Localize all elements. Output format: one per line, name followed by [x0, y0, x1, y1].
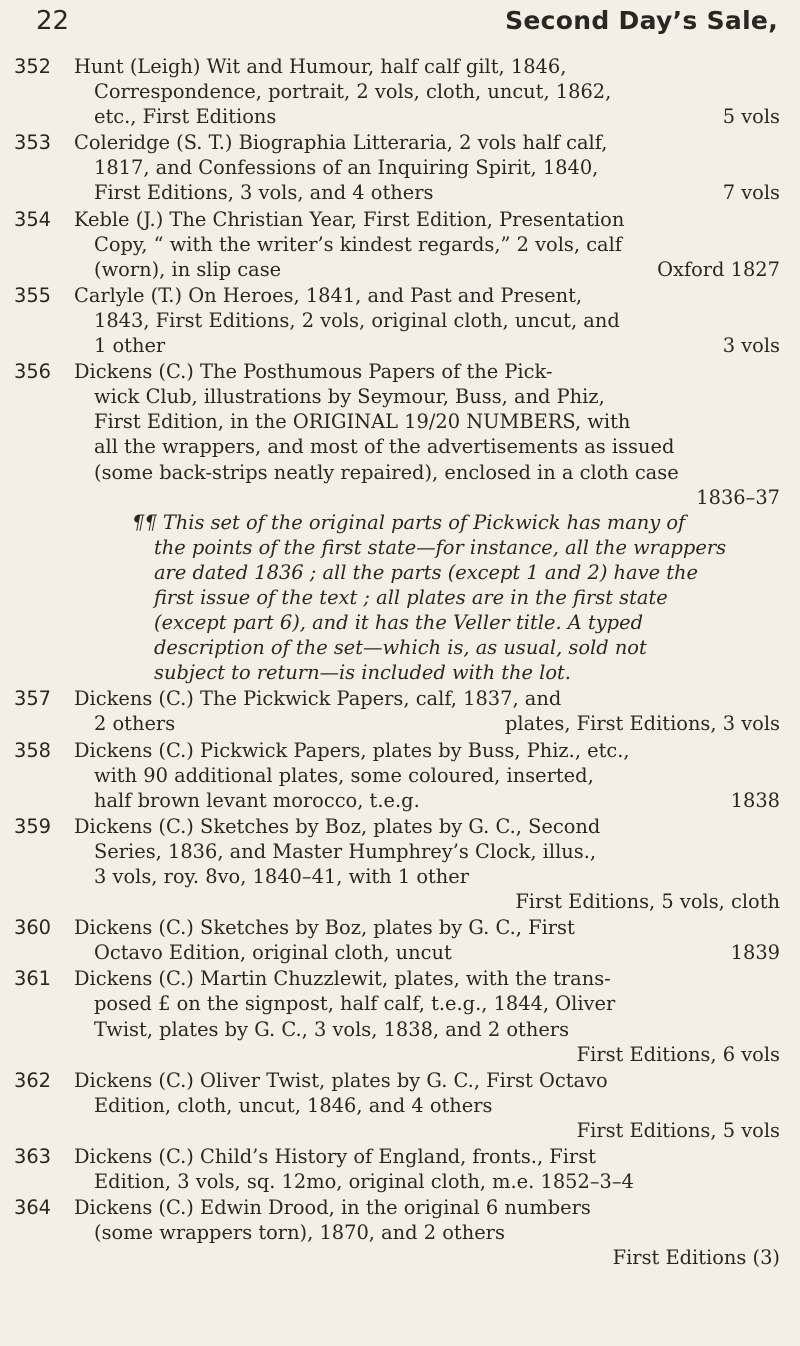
- lot-line-right: 3 vols: [722, 334, 780, 358]
- lot-line: Dickens (C.) Sketches by Boz, plates by G. C., Second: [74, 814, 601, 838]
- lot-line: [74, 180, 780, 205]
- lot-line: 1817, and Confessions of an Inquiring Spirit, 1840,: [94, 156, 599, 180]
- lot-line: all the wrappers, and most of the advertisements as issued: [94, 435, 675, 459]
- lot-entry: [14, 359, 780, 685]
- lot-line: posed £ on the signpost, half calf, t.e.g., 1844, Oliver: [94, 992, 616, 1016]
- lot-line-text: 2 others: [94, 712, 176, 736]
- lot-entry: [14, 54, 780, 129]
- lot-entry: [14, 207, 780, 282]
- lot-line: Edition, 3 vols, sq. 12mo, original cloth, m.e. 1852–3–4: [94, 1170, 634, 1194]
- note-line: ¶¶ This set of the original parts of Pickwick has many of: [132, 510, 686, 534]
- lot-line: [74, 1042, 780, 1067]
- lot-line: [74, 940, 780, 965]
- lot-entry: [14, 130, 780, 205]
- lot-number: 358: [14, 738, 52, 762]
- lot-line-text: 1 other: [94, 334, 166, 358]
- lot-line-text: half brown levant morocco, t.e.g.: [94, 788, 420, 812]
- lot-number: 364: [14, 1196, 52, 1220]
- lot-entry: [14, 1068, 780, 1143]
- lot-number: 352: [14, 55, 52, 78]
- lot-line: [74, 104, 780, 129]
- lot-line: Keble (J.) The Christian Year, First Edition, Presentation: [74, 207, 625, 231]
- lot-entry: [14, 814, 780, 914]
- lot-line-text: Octavo Edition, original cloth, uncut: [94, 941, 452, 965]
- lot-line: Twist, plates by G. C., 3 vols, 1838, and 2 others: [94, 1017, 570, 1041]
- lot-number: 362: [14, 1068, 52, 1092]
- lot-number: 355: [14, 283, 52, 307]
- lot-line: with 90 additional plates, some coloured, inserted,: [94, 763, 594, 787]
- lot-line-right: Oxford 1827: [657, 257, 780, 281]
- lot-line: Correspondence, portrait, 2 vols, cloth, uncut, 1862,: [94, 80, 612, 104]
- lot-line-right: 1838: [730, 788, 780, 812]
- lot-number: 360: [14, 916, 52, 940]
- lot-line: Dickens (C.) Pickwick Papers, plates by Buss, Phiz., etc.,: [74, 738, 630, 762]
- lot-line: Dickens (C.) Edwin Drood, in the original 6 numbers: [74, 1196, 591, 1220]
- lot-line: [74, 485, 780, 510]
- lot-line: Edition, cloth, uncut, 1846, and 4 others: [94, 1093, 493, 1117]
- lot-line-right: 5 vols: [722, 105, 780, 129]
- lot-line: Coleridge (S. T.) Biographia Litteraria, 2 vols half calf,: [74, 131, 608, 155]
- lot-line: (some back-strips neatly repaired), enclosed in a cloth case: [94, 460, 679, 484]
- lot-line-right: First Editions, 5 vols, cloth: [515, 890, 780, 914]
- lot-number: 363: [14, 1145, 52, 1169]
- lot-line: Dickens (C.) Oliver Twist, plates by G. C., First Octavo: [74, 1068, 608, 1092]
- lot-entry: [14, 283, 780, 358]
- lot-entry: [14, 738, 780, 813]
- lot-number: 357: [14, 687, 52, 711]
- lot-line: [74, 1118, 780, 1143]
- lot-entry: [14, 1144, 780, 1194]
- lot-line: (some wrappers torn), 1870, and 2 others: [94, 1221, 505, 1245]
- lot-line: [74, 788, 780, 813]
- lot-line-right: 7 vols: [722, 181, 780, 205]
- lot-line: Series, 1836, and Master Humphrey’s Clock, illus.,: [94, 839, 597, 863]
- lot-line: [74, 333, 780, 358]
- lot-line-right: First Editions (3): [612, 1246, 780, 1270]
- lot-line-text: etc., First Editions: [94, 105, 277, 129]
- lot-line: 3 vols, roy. 8vo, 1840–41, with 1 other: [94, 865, 470, 888]
- lot-line: Dickens (C.) Sketches by Boz, plates by G. C., First: [74, 916, 575, 940]
- note-line: (except part 6), and it has the Veller title. A typed: [154, 611, 643, 635]
- note-line: first issue of the text ; all plates are in the first state: [154, 585, 668, 609]
- lot-list: [14, 54, 780, 1272]
- lot-line: 1843, First Editions, 2 vols, original cloth, uncut, and: [94, 308, 620, 332]
- lot-line: Hunt (Leigh) Wit and Humour, half calf gilt, 1846,: [74, 55, 567, 78]
- lot-note: [74, 510, 780, 686]
- lot-line: Copy, “ with the writer’s kindest regards,” 2 vols, calf: [94, 232, 622, 256]
- lot-number: 359: [14, 814, 52, 838]
- lot-line: Dickens (C.) Martin Chuzzlewit, plates, with the trans-: [74, 967, 611, 991]
- note-line: are dated 1836 ; all the parts (except 1 and 2) have the: [154, 560, 698, 584]
- lot-line-right: 1839: [730, 941, 780, 965]
- lot-line: [74, 711, 780, 736]
- lot-line-right: 1836–37: [696, 485, 780, 509]
- lot-line: Dickens (C.) The Posthumous Papers of the Pick-: [74, 360, 553, 384]
- lot-entry: [14, 1195, 780, 1270]
- lot-line-right: First Editions, 5 vols: [576, 1118, 780, 1142]
- lot-line-right: First Editions, 6 vols: [576, 1042, 780, 1066]
- note-line: the points of the first state—for instance, all the wrappers: [154, 535, 727, 559]
- lot-line: [74, 889, 780, 914]
- lot-entry: [14, 686, 780, 736]
- lot-line-text: (worn), in slip case: [94, 257, 282, 281]
- lot-line: Carlyle (T.) On Heroes, 1841, and Past and Present,: [74, 283, 583, 307]
- lot-line: [74, 257, 780, 282]
- lot-line: First Edition, in the ORIGINAL 19/20 NUMBERS, with: [94, 410, 631, 434]
- lot-number: 356: [14, 360, 52, 384]
- lot-entry: [14, 966, 780, 1066]
- lot-number: 361: [14, 967, 52, 991]
- lot-line-text: First Editions, 3 vols, and 4 others: [94, 181, 434, 205]
- lot-line: Dickens (C.) Child’s History of England, fronts., First: [74, 1145, 596, 1169]
- lot-number: 354: [14, 207, 52, 231]
- lot-number: 353: [14, 131, 52, 155]
- page-header: [36, 6, 778, 46]
- lot-entry: [14, 915, 780, 965]
- page-number: 22: [36, 6, 70, 36]
- lot-line: Dickens (C.) The Pickwick Papers, calf, 1837, and: [74, 687, 562, 711]
- lot-line-right: plates, First Editions, 3 vols: [504, 712, 780, 736]
- lot-line: wick Club, illustrations by Seymour, Buss, and Phiz,: [94, 385, 605, 409]
- note-line: description of the set—which is, as usual, sold not: [154, 636, 647, 660]
- lot-line: [74, 1245, 780, 1270]
- note-line: subject to return—is included with the lot.: [154, 661, 571, 685]
- running-head: Second Day’s Sale,: [505, 6, 778, 35]
